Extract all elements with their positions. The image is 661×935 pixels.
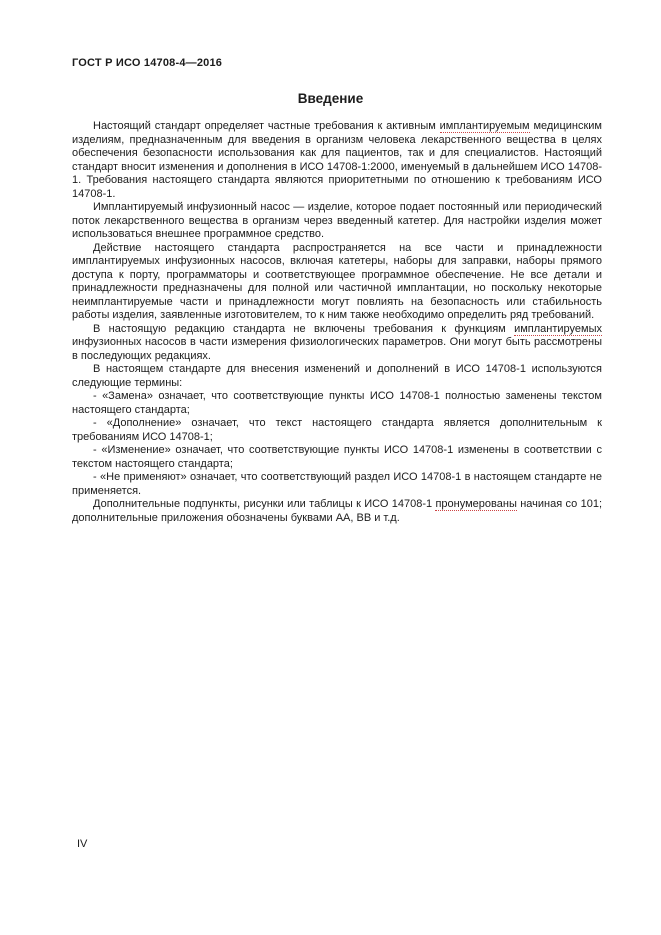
paragraph: - «Изменение» означает, что соответствующие пункты ИСО 14708-1 изменены в соответствии с текстом настоящего стандарта;	[72, 444, 602, 470]
document-number: ГОСТ Р ИСО 14708-4—2016	[72, 57, 223, 69]
paragraph: В настоящую редакцию стандарта не включены требования к функциям имплантируемых инфузионных насосов в части измерения физиологических параметров. Они могут быть рассмотрены в последующих редакциях.	[72, 322, 602, 362]
paragraph: В настоящем стандарте для внесения изменений и дополнений в ИСО 14708-1 используются следующие термины:	[72, 363, 602, 389]
section-title: Введение	[297, 91, 364, 106]
paragraph: - «Не применяют» означает, что соответствующий раздел ИСО 14708-1 в настоящем стандарте не применяется.	[72, 471, 602, 497]
body-text	[72, 120, 602, 525]
spellcheck-underline: имплантируемых	[514, 322, 602, 335]
paragraph: Действие настоящего стандарта распространяется на все части и принадлежности имплантируемых инфузионных насосов, включая катетеры, наборы для заправки, наборы прямого доступа к порту, программаторы и соответствующее программное обеспечение. Не все детали и принадлежности предназначены для полной или частичной имплантации, но поскольку некоторые неимплантируемые части и принадлежности могут повлиять на безопасность или стабильность работы изделия, заявленные изготовителем, то к ним также необходимо определить ряд требований.	[72, 241, 602, 321]
paragraph: Настоящий стандарт определяет частные требования к активным имплантируемым медицинским изделиям, предназначенным для введения в организм человека лекарственного вещества в целях обеспечения безопасности использования как для пациентов, так и для специалистов. Настоящий стандарт вносит изменения и дополнения в ИСО 14708-1:2000, именуемый в дальнейшем ИСО 14708-1. Требования настоящего стандарта являются приоритетными по отношению к требованиям ИСО 14708-1.	[72, 120, 602, 200]
spellcheck-underline: пронумерованы	[435, 498, 517, 510]
paragraph: Имплантируемый инфузионный насос — изделие, которое подает постоянный или периодический поток лекарственного вещества в организм через введенный катетер. Для настройки изделия может использоваться внешнее программное средство.	[72, 201, 602, 240]
paragraph: - «Замена» означает, что соответствующие пункты ИСО 14708-1 полностью заменены текстом настоящего стандарта;	[72, 390, 602, 416]
paragraph: - «Дополнение» означает, что текст настоящего стандарта является дополнительным к требованиям ИСО 14708-1;	[72, 417, 602, 443]
spellcheck-underline: имплантируемым	[439, 120, 530, 132]
page-number: IV	[77, 838, 88, 850]
paragraph: Дополнительные подпункты, рисунки или таблицы к ИСО 14708-1 пронумерованы начиная со 101; дополнительные приложения обозначены буквами АА, ВВ и т.д.	[72, 498, 603, 524]
